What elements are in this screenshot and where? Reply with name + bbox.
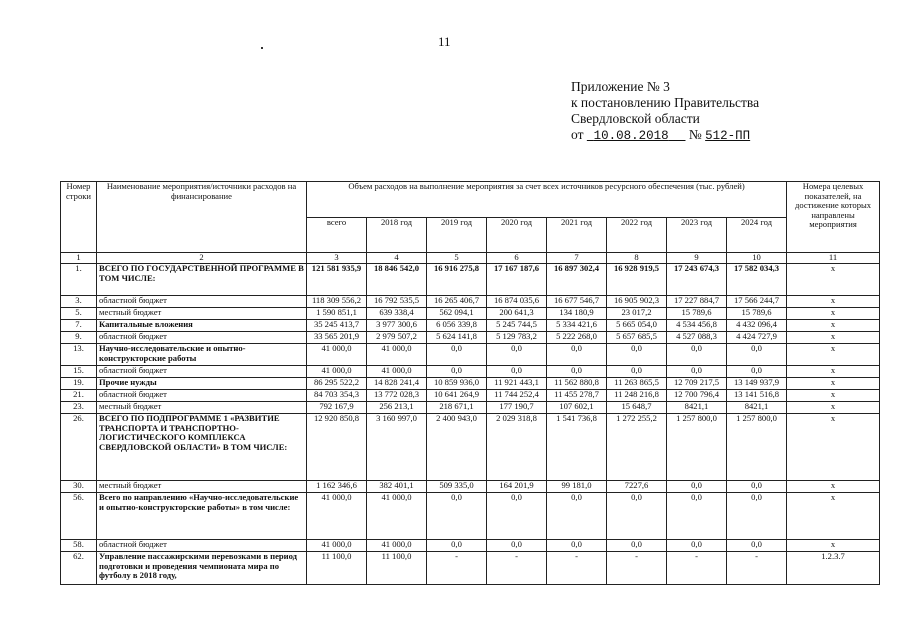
value-cell: 11 744 252,4 (487, 390, 547, 402)
row-number: 56. (61, 493, 97, 540)
row-name: местный бюджет (97, 402, 307, 414)
table-row (61, 366, 880, 378)
value-cell: 41 000,0 (367, 366, 427, 378)
decree-number: 512-ПП (705, 129, 751, 143)
table-row (61, 320, 880, 332)
value-cell: 16 905 902,3 (607, 296, 667, 308)
value-cell: - (427, 552, 487, 585)
row-name: Прочие нужды (97, 378, 307, 390)
table-row (61, 344, 880, 366)
value-cell: 23 017,2 (607, 308, 667, 320)
value-cell: 41 000,0 (307, 366, 367, 378)
value-cell: 0,0 (427, 366, 487, 378)
annex-title: Приложение № 3 (571, 79, 670, 94)
value-cell: 10 641 264,9 (427, 390, 487, 402)
value-cell: 1 590 851,1 (307, 308, 367, 320)
value-cell: 5 129 783,2 (487, 332, 547, 344)
indicator-cell: x (787, 320, 880, 332)
table-row (61, 332, 880, 344)
row-number: 19. (61, 378, 97, 390)
value-cell: 3 160 997,0 (367, 414, 427, 481)
value-cell: 16 874 035,6 (487, 296, 547, 308)
value-cell: 121 581 935,9 (307, 264, 367, 296)
row-number: 26. (61, 414, 97, 481)
row-number: 13. (61, 344, 97, 366)
value-cell: 0,0 (667, 366, 727, 378)
value-cell: 35 245 413,7 (307, 320, 367, 332)
row-number: 15. (61, 366, 97, 378)
value-cell: 12 920 850,8 (307, 414, 367, 481)
value-cell: 4 432 096,4 (727, 320, 787, 332)
value-cell: 16 265 406,7 (427, 296, 487, 308)
table-row (61, 493, 880, 540)
value-cell: 41 000,0 (367, 540, 427, 552)
row-name: местный бюджет (97, 481, 307, 493)
value-cell: 17 243 674,3 (667, 264, 727, 296)
table-row (61, 378, 880, 390)
value-cell: 382 401,1 (367, 481, 427, 493)
value-cell: 0,0 (547, 366, 607, 378)
value-cell: 0,0 (607, 540, 667, 552)
table-body (61, 264, 880, 585)
value-cell: 107 602,1 (547, 402, 607, 414)
indicator-cell: x (787, 540, 880, 552)
value-cell: 792 167,9 (307, 402, 367, 414)
value-cell: 1 541 736,8 (547, 414, 607, 481)
value-cell: 200 641,3 (487, 308, 547, 320)
value-cell: 17 582 034,3 (727, 264, 787, 296)
value-cell: 11 562 880,8 (547, 378, 607, 390)
row-number: 3. (61, 296, 97, 308)
header-2020: 2020 год (487, 217, 547, 253)
value-cell: 509 335,0 (427, 481, 487, 493)
indicator-cell: x (787, 390, 880, 402)
table-row (61, 390, 880, 402)
value-cell: 4 424 727,9 (727, 332, 787, 344)
value-cell: 0,0 (667, 481, 727, 493)
value-cell: 15 789,6 (667, 308, 727, 320)
value-cell: 0,0 (727, 540, 787, 552)
value-cell: 41 000,0 (307, 540, 367, 552)
value-cell: 99 181,0 (547, 481, 607, 493)
indicator-cell: x (787, 308, 880, 320)
value-cell: 5 222 268,0 (547, 332, 607, 344)
col-index: 3 (307, 253, 367, 264)
table-row (61, 540, 880, 552)
col-index: 7 (547, 253, 607, 264)
indicator-cell: x (787, 414, 880, 481)
indicator-cell: x (787, 344, 880, 366)
value-cell: 11 455 278,7 (547, 390, 607, 402)
value-cell: 41 000,0 (307, 344, 367, 366)
value-cell: 14 828 241,4 (367, 378, 427, 390)
value-cell: - (487, 552, 547, 585)
row-name: областной бюджет (97, 390, 307, 402)
value-cell: 2 400 943,0 (427, 414, 487, 481)
value-cell: 4 534 456,8 (667, 320, 727, 332)
col-index: 1 (61, 253, 97, 264)
value-cell: 5 245 744,5 (487, 320, 547, 332)
row-name: Всего по направлению «Научно-исследовательские и опытно-конструкторские работы» в том числе: (97, 493, 307, 540)
value-cell: 1 272 255,2 (607, 414, 667, 481)
row-name: Капитальные вложения (97, 320, 307, 332)
value-cell: 118 309 556,2 (307, 296, 367, 308)
table-row (61, 296, 880, 308)
value-cell: 0,0 (547, 493, 607, 540)
decree-date: 10.08.2018 (593, 129, 669, 143)
value-cell: 256 213,1 (367, 402, 427, 414)
value-cell: 16 928 919,5 (607, 264, 667, 296)
row-name: областной бюджет (97, 540, 307, 552)
value-cell: - (727, 552, 787, 585)
value-cell: 0,0 (667, 540, 727, 552)
indicator-cell: 1.2.3.7 (787, 552, 880, 585)
value-cell: 0,0 (547, 344, 607, 366)
header-total: всего (307, 217, 367, 253)
value-cell: 2 029 318,8 (487, 414, 547, 481)
annex-line-2: к постановлению Правительства (571, 95, 760, 110)
header-2018: 2018 год (367, 217, 427, 253)
value-cell: 0,0 (727, 366, 787, 378)
table-row (61, 264, 880, 296)
row-number: 7. (61, 320, 97, 332)
row-name: областной бюджет (97, 296, 307, 308)
table-row (61, 481, 880, 493)
value-cell: 0,0 (427, 344, 487, 366)
indicator-cell: x (787, 493, 880, 540)
row-name: Управление пассажирскими перевозками в период подготовки и проведения чемпионата мира по футболу в 2018 году, (97, 552, 307, 585)
indicator-cell: x (787, 332, 880, 344)
row-number: 5. (61, 308, 97, 320)
indicator-cell: x (787, 378, 880, 390)
value-cell: 0,0 (487, 366, 547, 378)
value-cell: 7227,6 (607, 481, 667, 493)
value-cell: 13 149 937,9 (727, 378, 787, 390)
value-cell: 12 709 217,5 (667, 378, 727, 390)
value-cell: 16 677 546,7 (547, 296, 607, 308)
value-cell: 8421,1 (727, 402, 787, 414)
value-cell: 10 859 936,0 (427, 378, 487, 390)
value-cell: 164 201,9 (487, 481, 547, 493)
value-cell: 16 792 535,5 (367, 296, 427, 308)
header-2022: 2022 год (607, 217, 667, 253)
header-row-1 (61, 182, 880, 218)
value-cell: 0,0 (487, 540, 547, 552)
header-2023: 2023 год (667, 217, 727, 253)
col-index: 5 (427, 253, 487, 264)
value-cell: 11 263 865,5 (607, 378, 667, 390)
value-cell: 0,0 (667, 493, 727, 540)
scan-speck (261, 47, 263, 49)
value-cell: - (547, 552, 607, 585)
header-indicators: Номера целевых показателей, на достижение которых направлены мероприятия (787, 182, 880, 253)
table-row (61, 308, 880, 320)
col-index: 8 (607, 253, 667, 264)
value-cell: 13 772 028,3 (367, 390, 427, 402)
indicator-cell: x (787, 481, 880, 493)
value-cell: 15 789,6 (727, 308, 787, 320)
header-name: Наименование мероприятия/источники расходов на финансирование (97, 182, 307, 253)
indicator-cell: x (787, 296, 880, 308)
value-cell: 0,0 (607, 344, 667, 366)
value-cell: 84 703 354,3 (307, 390, 367, 402)
col-index: 9 (667, 253, 727, 264)
header-row-num: Номер строки (61, 182, 97, 253)
value-cell: 13 141 516,8 (727, 390, 787, 402)
row-name: Научно-исследовательские и опытно-конструкторские работы (97, 344, 307, 366)
value-cell: 1 257 800,0 (727, 414, 787, 481)
table-row (61, 552, 880, 585)
value-cell: 11 100,0 (307, 552, 367, 585)
value-cell: 5 657 685,5 (607, 332, 667, 344)
value-cell: 0,0 (427, 493, 487, 540)
value-cell: 15 648,7 (607, 402, 667, 414)
col-index: 11 (787, 253, 880, 264)
row-number: 58. (61, 540, 97, 552)
value-cell: 0,0 (607, 366, 667, 378)
col-index: 10 (727, 253, 787, 264)
annex-date-line (571, 127, 759, 144)
value-cell: 17 227 884,7 (667, 296, 727, 308)
row-name: ВСЕГО ПО ГОСУДАРСТВЕННОЙ ПРОГРАММЕ В ТОМ ЧИСЛЕ: (97, 264, 307, 296)
value-cell: 5 624 141,8 (427, 332, 487, 344)
row-name: областной бюджет (97, 366, 307, 378)
value-cell: 0,0 (727, 493, 787, 540)
col-index: 2 (97, 253, 307, 264)
value-cell: - (607, 552, 667, 585)
row-number: 21. (61, 390, 97, 402)
value-cell: 562 094,1 (427, 308, 487, 320)
indicator-cell: x (787, 366, 880, 378)
value-cell: 0,0 (667, 344, 727, 366)
number-prefix: № (688, 127, 702, 142)
date-prefix: от (571, 127, 584, 142)
value-cell: 17 566 244,7 (727, 296, 787, 308)
value-cell: 11 921 443,1 (487, 378, 547, 390)
value-cell: 0,0 (607, 493, 667, 540)
indicator-cell: x (787, 264, 880, 296)
value-cell: 16 897 302,4 (547, 264, 607, 296)
value-cell: 12 700 796,4 (667, 390, 727, 402)
value-cell: 41 000,0 (367, 493, 427, 540)
col-index: 4 (367, 253, 427, 264)
table-row (61, 402, 880, 414)
value-cell: 134 180,9 (547, 308, 607, 320)
header-2019: 2019 год (427, 217, 487, 253)
value-cell: 18 846 542,0 (367, 264, 427, 296)
value-cell: 0,0 (427, 540, 487, 552)
row-number: 9. (61, 332, 97, 344)
table-row (61, 414, 880, 481)
annex-line-3: Свердловской области (571, 111, 700, 126)
row-number: 62. (61, 552, 97, 585)
value-cell: 0,0 (727, 344, 787, 366)
row-name: ВСЕГО ПО ПОДПРОГРАММЕ 1 «РАЗВИТИЕ ТРАНСПОРТА И ТРАНСПОРТНО-ЛОГИСТИЧЕСКОГО КОМПЛЕКСА СВЕРДЛОВСКОЙ ОБЛАСТИ» В ТОМ ЧИСЛЕ: (97, 414, 307, 481)
col-index: 6 (487, 253, 547, 264)
row-number: 23. (61, 402, 97, 414)
value-cell: 218 671,1 (427, 402, 487, 414)
value-cell: 2 979 507,2 (367, 332, 427, 344)
value-cell: 8421,1 (667, 402, 727, 414)
value-cell: 17 167 187,6 (487, 264, 547, 296)
value-cell: 11 248 216,8 (607, 390, 667, 402)
value-cell: 6 056 339,8 (427, 320, 487, 332)
value-cell: 5 665 054,0 (607, 320, 667, 332)
header-2021: 2021 год (547, 217, 607, 253)
value-cell: 86 295 522,2 (307, 378, 367, 390)
value-cell: 11 100,0 (367, 552, 427, 585)
value-cell: 3 977 300,6 (367, 320, 427, 332)
header-2024: 2024 год (727, 217, 787, 253)
value-cell: 0,0 (487, 344, 547, 366)
row-number: 30. (61, 481, 97, 493)
indicator-cell: x (787, 402, 880, 414)
header-volume: Объем расходов на выполнение мероприятия за счет всех источников ресурсного обеспечения (тыс. рублей) (307, 182, 787, 218)
row-number: 1. (61, 264, 97, 296)
value-cell: 41 000,0 (307, 493, 367, 540)
annex-block (571, 79, 759, 144)
row-name: местный бюджет (97, 308, 307, 320)
value-cell: 1 162 346,6 (307, 481, 367, 493)
value-cell: 0,0 (727, 481, 787, 493)
value-cell: 5 334 421,6 (547, 320, 607, 332)
value-cell: - (667, 552, 727, 585)
value-cell: 0,0 (547, 540, 607, 552)
value-cell: 639 338,4 (367, 308, 427, 320)
column-index-row (61, 253, 880, 264)
row-name: областной бюджет (97, 332, 307, 344)
value-cell: 33 565 201,9 (307, 332, 367, 344)
value-cell: 177 190,7 (487, 402, 547, 414)
value-cell: 0,0 (487, 493, 547, 540)
value-cell: 1 257 800,0 (667, 414, 727, 481)
value-cell: 4 527 088,3 (667, 332, 727, 344)
value-cell: 16 916 275,8 (427, 264, 487, 296)
expense-table (60, 181, 880, 585)
page-number: 11 (438, 34, 451, 49)
value-cell: 41 000,0 (367, 344, 427, 366)
